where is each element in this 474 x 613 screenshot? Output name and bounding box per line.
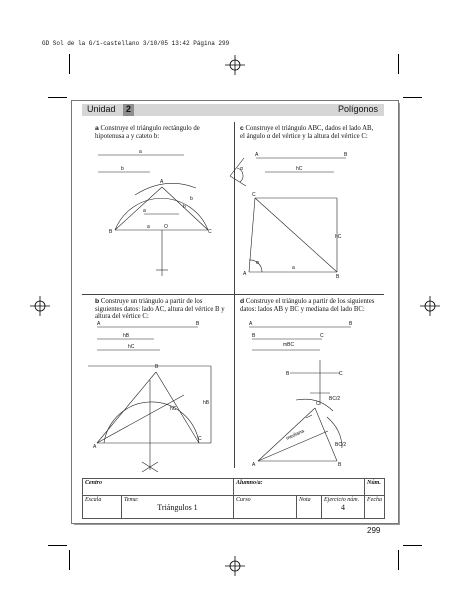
num-label: Núm. [367, 480, 381, 486]
figure-label: b [121, 166, 124, 172]
figure-label: A [243, 271, 247, 277]
ejercicio-value: 4 [341, 503, 345, 512]
nota-cell [297, 496, 322, 519]
figure-label: B [252, 333, 256, 339]
figure-label: B [155, 364, 159, 370]
figure-label: hC [296, 166, 303, 172]
exercise-letter: a [95, 125, 99, 132]
fecha-label: Fecha [367, 497, 382, 503]
exercise-letter: b [95, 298, 100, 305]
print-slug: GD Sol de la G/1-castellano 3/10/05 13:42 Página 299 [42, 40, 230, 47]
figure-label: mBC [283, 342, 295, 348]
figure-label: C [320, 333, 324, 339]
exercise-text: Construye el triángulo rectángulo de hipotenusa a y cateto b: [95, 125, 200, 140]
figure-label: BC/2 [335, 442, 347, 448]
figure-label: α [240, 166, 243, 172]
ejercicio-cell [322, 496, 365, 519]
num-cell [365, 479, 385, 496]
topic-title: Polígonos [337, 104, 378, 114]
figure-label: A [160, 179, 164, 185]
figure-label: a [143, 208, 146, 214]
exercise-text: Construye el triángulo ABC, dados el lado AB, el ángulo α del vértice y la altura del vértice C: [240, 125, 374, 140]
unit-number: 2 [123, 104, 134, 116]
figure-label: B [286, 371, 290, 377]
figure-c [230, 158, 346, 272]
figure-label: hC [128, 344, 135, 350]
figure-label: A [255, 152, 259, 158]
unit-label: Unidad [87, 104, 116, 114]
exercise-text: Construye el triángulo a partir de los siguientes datos: lados AB y BC y mediana del lado BC: [240, 298, 375, 313]
tema-label: Tema: [124, 497, 139, 503]
figure-label: C [339, 371, 343, 377]
figure-label: B [336, 274, 340, 280]
figure-label: a [139, 149, 142, 155]
figure-label: hB [123, 333, 130, 339]
figure-label: B [349, 321, 353, 327]
figure-label: hC [335, 234, 342, 240]
figure-label: a [147, 224, 150, 230]
exercise-letter: c [240, 125, 244, 132]
curso-cell [234, 496, 297, 519]
alumno-label: Alumno/a: [236, 480, 263, 486]
ejercicio-label: Ejercicio núm. [324, 497, 360, 503]
figure-label: B [196, 321, 200, 327]
figure-label: C [198, 436, 202, 442]
curso-label: Curso [236, 497, 251, 503]
exercise-text: Construye un triángulo a partir de los siguientes datos: lado AC, altura del vértice B y altura del vértice C: [95, 298, 225, 321]
figure-label: b [190, 196, 193, 202]
figure-a [98, 155, 208, 276]
exercise-letter: d [240, 298, 245, 305]
figure-label: hC [170, 406, 177, 412]
page-number: 299 [367, 526, 381, 535]
centro-cell [83, 479, 234, 496]
figure-label: α [256, 260, 259, 266]
figure-label: A [252, 462, 256, 468]
nota-label: Nota [299, 497, 311, 503]
escala-cell [83, 496, 122, 519]
figure-label: hB [203, 400, 210, 406]
figure-label: C [208, 229, 212, 235]
escala-label: Escala [85, 497, 102, 503]
figure-label: b [183, 204, 186, 210]
figure-b [88, 327, 211, 472]
figure-label: C [252, 192, 256, 198]
figure-label: A [97, 321, 101, 327]
tema-cell [122, 496, 234, 519]
fecha-cell [365, 496, 385, 519]
figure-label: O [164, 224, 168, 230]
figure-label: C [316, 401, 320, 407]
figure-label: A [93, 444, 97, 450]
figure-label: B [338, 462, 342, 468]
tema-value: Triángulos 1 [157, 503, 198, 512]
figure-label: mediana [285, 428, 306, 442]
figure-label: B [109, 229, 113, 235]
figure-label: A [249, 321, 253, 327]
worksheet-footer [82, 478, 385, 519]
alumno-cell [234, 479, 365, 496]
centro-label: Centro [85, 480, 103, 486]
figure-label: BC/2 [329, 396, 341, 402]
figure-label: B [344, 152, 348, 158]
figure-d [249, 327, 351, 461]
figure-label: a [292, 265, 295, 271]
